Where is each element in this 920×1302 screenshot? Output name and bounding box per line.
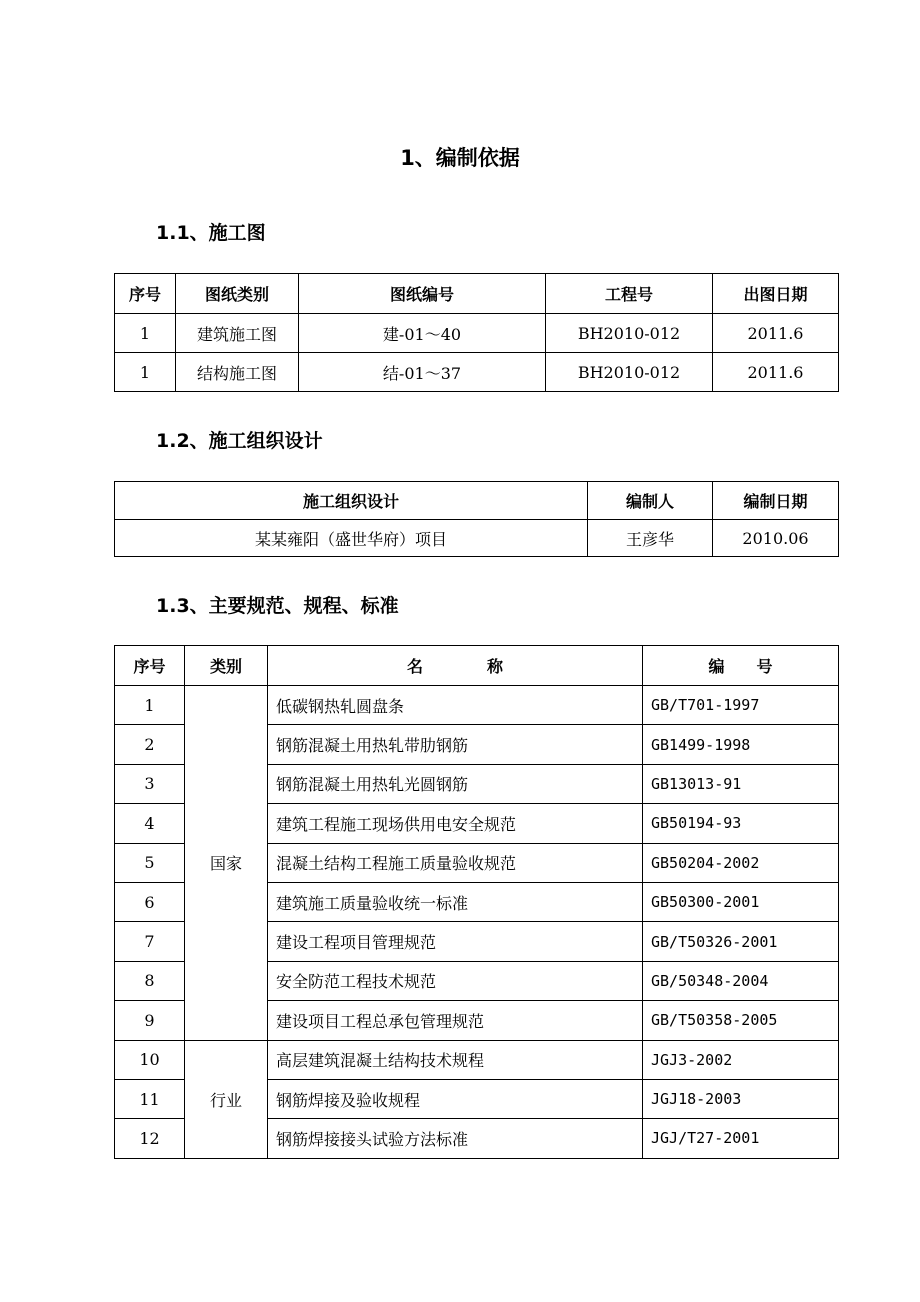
col-header-date: 编制日期 bbox=[713, 482, 839, 520]
cell-category-national: 国家 bbox=[185, 686, 268, 1041]
cell-category-industry: 行业 bbox=[185, 1040, 268, 1158]
cell-index: 2 bbox=[115, 725, 185, 764]
cell-standard-name: 低碳钢热轧圆盘条 bbox=[268, 686, 643, 725]
cell-standard-name: 建设项目工程总承包管理规范 bbox=[268, 1001, 643, 1040]
col-header-issue-date: 出图日期 bbox=[713, 274, 839, 314]
table-row bbox=[115, 520, 839, 557]
col-header-author: 编制人 bbox=[588, 482, 713, 520]
cell-issue-date: 2011.6 bbox=[713, 353, 839, 392]
cell-project-number: BH2010-012 bbox=[546, 353, 713, 392]
cell-standard-code: GB/T50358-2005 bbox=[643, 1001, 839, 1040]
col-header-design: 施工组织设计 bbox=[115, 482, 588, 520]
cell-date: 2010.06 bbox=[713, 520, 839, 557]
cell-standard-name: 钢筋焊接接头试验方法标准 bbox=[268, 1119, 643, 1158]
cell-index: 8 bbox=[115, 961, 185, 1000]
cell-standard-code: GB50300-2001 bbox=[643, 882, 839, 921]
col-header-code: 编 号 bbox=[643, 646, 839, 686]
table-row bbox=[115, 1040, 839, 1079]
cell-standard-code: GB/T50326-2001 bbox=[643, 922, 839, 961]
col-header-index: 序号 bbox=[115, 646, 185, 686]
cell-drawing-number: 建-01～40 bbox=[299, 314, 546, 353]
construction-design-table bbox=[114, 481, 839, 557]
cell-standard-code: JGJ3-2002 bbox=[643, 1040, 839, 1079]
cell-project-name: 某某雍阳（盛世华府）项目 bbox=[115, 520, 588, 557]
cell-index: 1 bbox=[115, 314, 176, 353]
cell-index: 1 bbox=[115, 686, 185, 725]
cell-index: 5 bbox=[115, 843, 185, 882]
cell-index: 3 bbox=[115, 764, 185, 803]
cell-standard-name: 高层建筑混凝土结构技术规程 bbox=[268, 1040, 643, 1079]
cell-standard-name: 钢筋焊接及验收规程 bbox=[268, 1079, 643, 1118]
cell-standard-code: JGJ18-2003 bbox=[643, 1079, 839, 1118]
cell-standard-name: 建筑施工质量验收统一标准 bbox=[268, 882, 643, 921]
table-row bbox=[115, 314, 839, 353]
col-header-index: 序号 bbox=[115, 274, 176, 314]
table-header-row bbox=[115, 274, 839, 314]
table-header-row bbox=[115, 646, 839, 686]
cell-standard-name: 安全防范工程技术规范 bbox=[268, 961, 643, 1000]
cell-standard-name: 混凝土结构工程施工质量验收规范 bbox=[268, 843, 643, 882]
cell-standard-code: GB13013-91 bbox=[643, 764, 839, 803]
cell-standard-name: 建设工程项目管理规范 bbox=[268, 922, 643, 961]
cell-drawing-type: 结构施工图 bbox=[176, 353, 299, 392]
cell-issue-date: 2011.6 bbox=[713, 314, 839, 353]
col-header-drawing-number: 图纸编号 bbox=[299, 274, 546, 314]
cell-index: 7 bbox=[115, 922, 185, 961]
standards-table bbox=[114, 645, 839, 1159]
table-row bbox=[115, 353, 839, 392]
cell-standard-code: GB1499-1998 bbox=[643, 725, 839, 764]
cell-drawing-number: 结-01～37 bbox=[299, 353, 546, 392]
cell-drawing-type: 建筑施工图 bbox=[176, 314, 299, 353]
col-header-category: 类别 bbox=[185, 646, 268, 686]
section-heading-construction-design: 1.2、施工组织设计 bbox=[156, 430, 323, 452]
cell-standard-code: JGJ/T27-2001 bbox=[643, 1119, 839, 1158]
cell-project-number: BH2010-012 bbox=[546, 314, 713, 353]
cell-index: 4 bbox=[115, 804, 185, 843]
cell-standard-name: 钢筋混凝土用热轧带肋钢筋 bbox=[268, 725, 643, 764]
cell-index: 10 bbox=[115, 1040, 185, 1079]
section-heading-standards: 1.3、主要规范、规程、标准 bbox=[156, 595, 399, 617]
cell-standard-code: GB/50348-2004 bbox=[643, 961, 839, 1000]
cell-standard-name: 建筑工程施工现场供用电安全规范 bbox=[268, 804, 643, 843]
cell-index: 1 bbox=[115, 353, 176, 392]
page-title: 1、编制依据 bbox=[400, 146, 520, 170]
col-header-drawing-type: 图纸类别 bbox=[176, 274, 299, 314]
cell-index: 12 bbox=[115, 1119, 185, 1158]
table-row bbox=[115, 686, 839, 725]
cell-standard-name: 钢筋混凝土用热轧光圆钢筋 bbox=[268, 764, 643, 803]
cell-standard-code: GB50194-93 bbox=[643, 804, 839, 843]
cell-index: 6 bbox=[115, 882, 185, 921]
cell-author: 王彦华 bbox=[588, 520, 713, 557]
cell-standard-code: GB/T701-1997 bbox=[643, 686, 839, 725]
section-heading-drawings: 1.1、施工图 bbox=[156, 222, 266, 244]
table-header-row bbox=[115, 482, 839, 520]
col-header-name: 名 称 bbox=[268, 646, 643, 686]
col-header-project-number: 工程号 bbox=[546, 274, 713, 314]
cell-index: 11 bbox=[115, 1079, 185, 1118]
cell-standard-code: GB50204-2002 bbox=[643, 843, 839, 882]
cell-index: 9 bbox=[115, 1001, 185, 1040]
drawings-table bbox=[114, 273, 839, 392]
